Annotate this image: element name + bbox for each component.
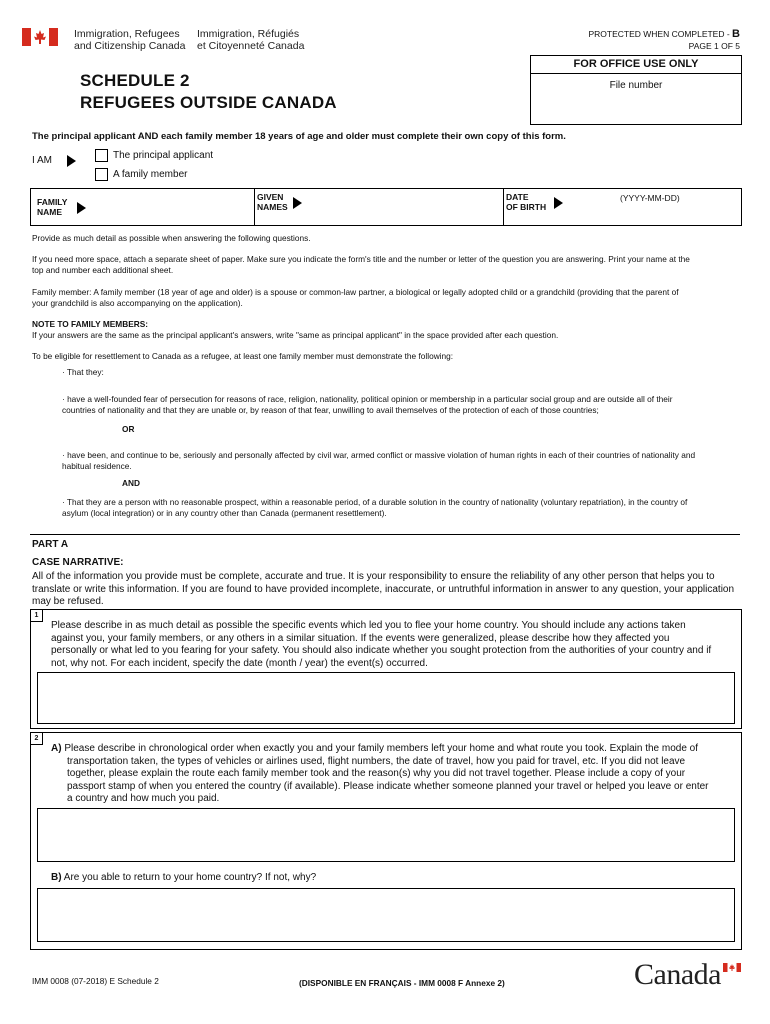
applicant-name-row [30,188,742,226]
question-2b-answer-field[interactable] [37,888,735,942]
question-2-box [30,732,742,950]
case-narrative-intro: All of the information you provide must be complete, accurate and true. It is your responsibility to ensure the reliability of any other person that helps you to translate or write this information. If you are found to have provided incomplete, inaccurate, or untruthful information in answer to any question, your application may be refused. [32,571,735,607]
question-2a-text: A) Please describe in chronological order when exactly you and your family members left your home and what route you took. Explain the mode of transportation taken, the types of vehicles or airlines used, flight numbers, the date of travel, how you paid for travel, etc. If you did not leave together, please explain the route each family member took and the reason(s) why you did not travel together. Please include a copy of your passport stamp of when you entered the country (if available). Please indicate whether someone planned your travel or helped you leave or enter a country and how much you paid. [51,743,709,804]
date-of-birth-field[interactable] [504,189,740,225]
principal-applicant-label: The principal applicant [113,150,214,161]
office-use-box [530,55,742,125]
arrow-right-icon [67,155,76,167]
divider [30,534,740,535]
canada-flag-icon [723,963,741,972]
question-number: 1 [31,610,43,622]
canada-wordmark: Canada [634,958,721,991]
note-to-family-members: NOTE TO FAMILY MEMBERS: If your answers are the same as the principal applicant's answers, write "same as principal applicant" in the space provided after each question. [32,319,559,340]
department-name-en: Immigration, Refugees and Citizenship Canada [74,28,186,52]
question-1-text: Please describe in as much detail as possible the specific events which led you to flee your home country. You should include any actions taken against you, your family members, or any others in a similar situation. If the events were generalized, please describe how they affected you personally or what led to you fearing for your safety. You should also indicate whether you sought protection from the authorities of your country and if not, why not. For each incident, specify the date (month / year) the event(s) occurred. [51,620,712,669]
i-am-label: I AM [32,155,53,166]
eligibility-bullet: · That they: [62,367,104,377]
arrow-right-icon [77,202,86,214]
and-label: AND [122,478,140,488]
french-version-note: (DISPONIBLE EN FRANÇAIS - IMM 0008 F Annexe 2) [299,978,505,988]
detail-instruction: Provide as much detail as possible when answering the following questions. [32,233,311,243]
question-1-answer-field[interactable] [37,672,735,724]
eligibility-bullet: · That they are a person with no reasonable prospect, within a reasonable period, of a durable solution in the country of nationality (voluntary repatriation), in the country of asylum (local integration) or in any country other than Canada (permanent resettlement). [62,497,688,518]
canada-flag-icon [22,28,58,46]
form-title: SCHEDULE 2 REFUGEES OUTSIDE CANADA [80,71,337,112]
eligibility-bullet: · have a well-founded fear of persecution for reasons of race, religion, nationality, political opinion or membership in a particular social group and are outside all of their countries of nationality and that they are unable or, by reason of that fear, unwilling to avail themselves of the protection of each of those countries; [62,394,673,415]
question-2a-answer-field[interactable] [37,808,735,862]
part-a-heading: PART A [32,539,69,550]
eligibility-intro: To be eligible for resettlement to Canada as a refugee, at least one family member must demonstrate the following: [32,351,454,361]
question-1-box [30,609,742,729]
arrow-right-icon [554,197,563,209]
case-narrative-heading: CASE NARRATIVE: [32,557,124,568]
family-member-checkbox[interactable] [95,168,108,181]
date-of-birth-label: DATE OF BIRTH [506,192,547,212]
office-use-heading: FOR OFFICE USE ONLY [531,56,741,74]
file-number-label: File number [609,80,663,91]
arrow-right-icon [293,197,302,209]
family-member-label: A family member [113,169,188,180]
family-member-definition: Family member: A family member (18 year of age and older) is a spouse or common-law partner, a biological or legally adopted child or a grandchild (providing that the parent of your grandchild is also accompanying on the application). [32,287,679,308]
date-format-hint: (YYYY-MM-DD) [620,193,680,203]
question-2b-text: B) Are you able to return to your home country? If not, why? [51,872,317,883]
space-instruction: If you need more space, attach a separate sheet of paper. Make sure you indicate the form's title and the number or letter of the question you are answering. Print your name at the top and number each additional sheet. [32,254,690,275]
family-name-field[interactable] [31,189,255,225]
given-names-field[interactable] [255,189,504,225]
page-number: PAGE 1 OF 5 [688,41,740,51]
family-name-label: FAMILY NAME [37,197,68,217]
department-name-fr: Immigration, Réfugiés et Citoyenneté Canada [197,28,305,52]
protection-label: PROTECTED WHEN COMPLETED - B [588,28,740,40]
form-identifier: IMM 0008 (07-2018) E Schedule 2 [32,976,159,986]
question-number: 2 [31,733,43,745]
or-label: OR [122,424,135,434]
principal-applicant-checkbox[interactable] [95,149,108,162]
eligibility-bullet: · have been, and continue to be, seriously and personally affected by civil war, armed conflict or massive violation of human rights in each of their countries of nationality and habitual residence. [62,450,696,471]
given-names-label: GIVEN NAMES [257,192,288,212]
instructions: The principal applicant AND each family member 18 years of age and older must complete their own copy of this form. [32,131,566,142]
